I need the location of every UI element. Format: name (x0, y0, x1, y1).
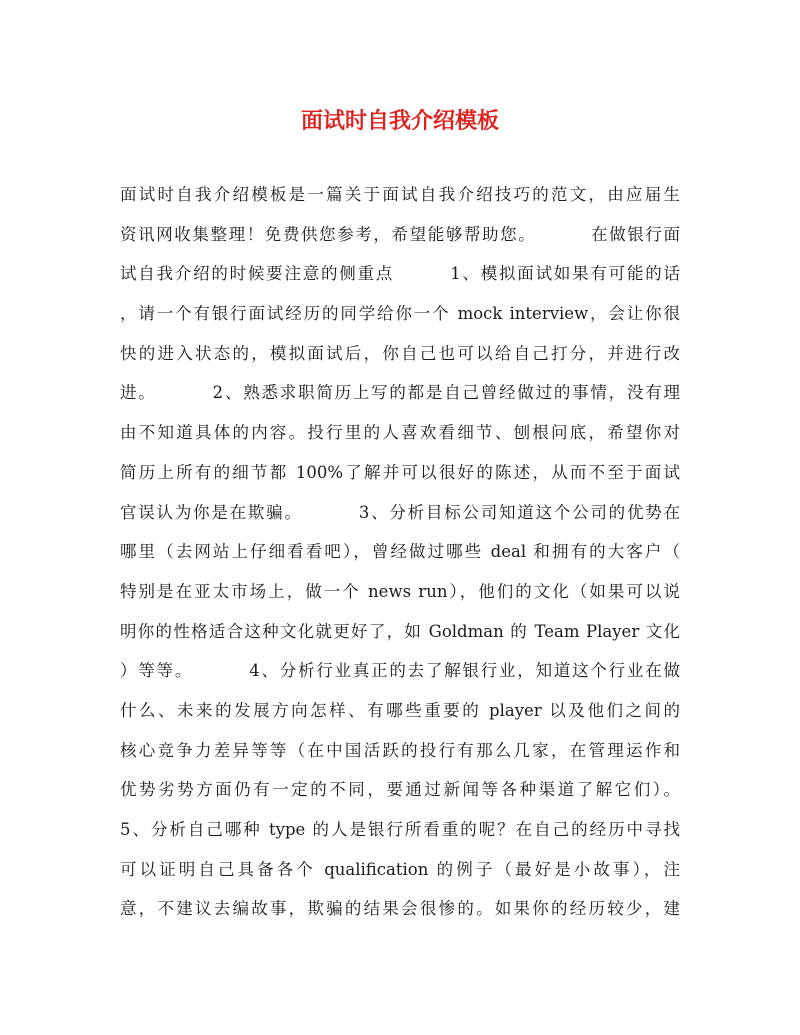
document-body (120, 175, 680, 929)
body-line: 面试时自我介绍模板是一篇关于面试自我介绍技巧的范文，由应届生 (120, 185, 680, 204)
body-line: 哪里（去网站上仔细看看吧），曾经做过哪些 deal 和拥有的大客户（ (120, 542, 680, 562)
body-line: 特别是在亚太市场上，做一个 news run），他们的文化（如果可以说 (120, 581, 680, 601)
document-title: 面试时自我介绍模板 (300, 108, 499, 134)
body-line: ，请一个有银行面试经历的同学给你一个 mock interview，会让你很 (120, 304, 680, 324)
body-line: 资讯网收集整理！免费供您参考，希望能够帮助您。 在做银行面 (120, 224, 680, 244)
body-line: 核心竞争力差异等等（在中国活跃的投行有那么几家，在管理运作和 (120, 740, 680, 760)
body-line: 官误认为你是在欺骗。 3、分析目标公司知道这个公司的优势在 (120, 502, 680, 522)
body-line: 意，不建议去编故事，欺骗的结果会很惨的。如果你的经历较少，建 (120, 899, 680, 919)
body-line: 可以证明自己具备各个 qualification 的例子（最好是小故事），注 (120, 859, 680, 879)
body-line: 由不知道具体的内容。投行里的人喜欢看细节、刨根问底，希望你对 (120, 423, 680, 443)
body-line: 进。 2、熟悉求职简历上写的都是自己曾经做过的事情，没有理 (120, 383, 680, 403)
body-line: 明你的性格适合这种文化就更好了，如 Goldman 的 Team Player 文化 (120, 621, 680, 641)
body-line: 试自我介绍的时候要注意的侧重点 1、模拟面试如果有可能的话 (120, 264, 680, 284)
body-line: ）等等。 4、分析行业真正的去了解银行业，知道这个行业在做 (120, 661, 680, 681)
body-line: 什么、未来的发展方向怎样、有哪些重要的 player 以及他们之间的 (120, 700, 680, 720)
body-line: 简历上所有的细节都 100%了解并可以很好的陈述，从而不至于面试 (120, 462, 680, 482)
body-line: 5、分析自己哪种 type 的人是银行所看重的呢？在自己的经历中寻找 (120, 820, 680, 839)
body-line: 快的进入状态的，模拟面试后，你自己也可以给自己打分，并进行改 (120, 343, 680, 363)
body-line: 优势劣势方面仍有一定的不同，要通过新闻等各种渠道了解它们）。 (120, 780, 680, 800)
